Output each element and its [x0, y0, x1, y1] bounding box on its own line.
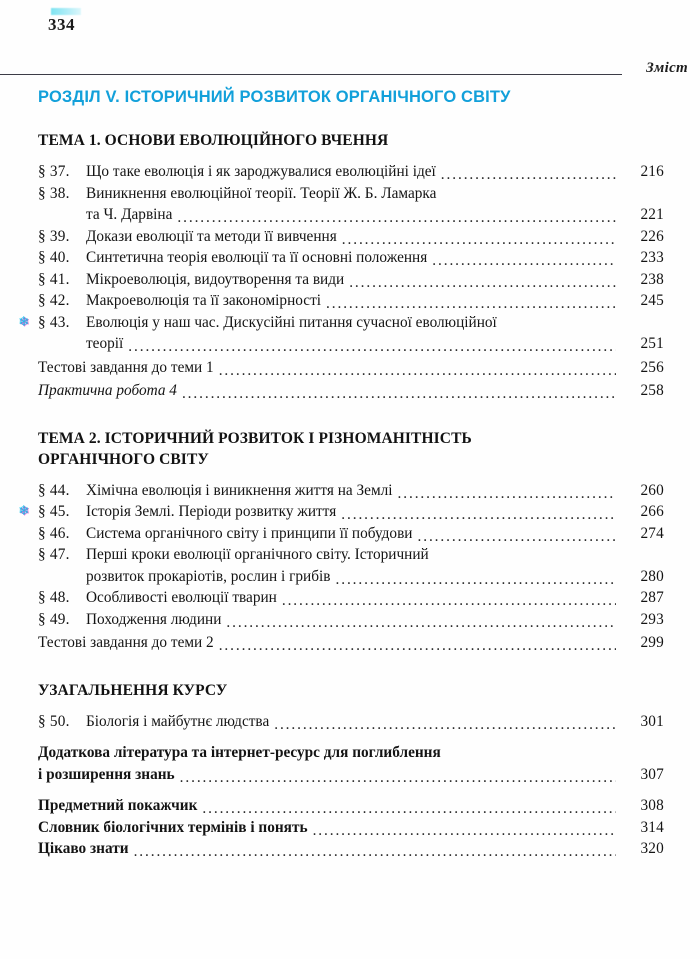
entry-label: Тестові завдання до теми 1: [38, 358, 214, 376]
entry-label-cont: розвиток прокаріотів, рослин і грибів: [86, 567, 331, 585]
folio-block: [48, 8, 168, 35]
dot-leader: [336, 573, 617, 587]
entry-number: § 46.: [38, 524, 70, 542]
entry-label: Цікаво знати: [38, 840, 129, 857]
dot-leader: [282, 595, 616, 609]
spacer: [38, 785, 664, 795]
entry-page: 245: [640, 292, 664, 309]
dot-leader: [432, 255, 616, 269]
entry-page: 280: [640, 567, 664, 585]
entry-page: 301: [640, 712, 664, 730]
dot-leader: [219, 364, 616, 378]
toc-entry[interactable]: [38, 632, 664, 654]
toc-entry[interactable]: [38, 523, 664, 545]
entry-page: 320: [640, 840, 664, 857]
entry-label: Особливості еволюції тварин: [86, 589, 277, 606]
spacer: [38, 732, 664, 742]
entry-label: Практична робота 4: [38, 382, 177, 399]
entry-number: § 50.: [38, 712, 70, 730]
running-head: Зміст: [646, 60, 688, 76]
dot-leader: [182, 388, 616, 402]
part-title: РОЗДІЛ V. ІСТОРИЧНИЙ РОЗВИТОК ОРГАНІЧНОГО СВІТУ: [38, 88, 511, 106]
dot-leader: [202, 803, 616, 817]
back-matter-entry[interactable]: [38, 817, 664, 839]
toc-entry[interactable]: [38, 247, 664, 269]
toc-entry[interactable]: [18, 501, 664, 523]
entry-page: 299: [640, 634, 664, 651]
entry-number: § 47.: [38, 546, 70, 563]
highlighter-smudge: [51, 8, 81, 15]
dot-leader: [418, 530, 617, 544]
toc-entry[interactable]: [38, 609, 664, 631]
dot-leader: [313, 824, 616, 838]
dot-leader: [434, 552, 616, 566]
back-matter-entry[interactable]: [38, 795, 664, 817]
toc-entry[interactable]: [38, 357, 664, 379]
toc-entry[interactable]: [38, 269, 664, 291]
dot-leader: [326, 298, 616, 312]
theme-title-1: ТЕМА 1. ОСНОВИ ЕВОЛЮЦІЙНОГО ВЧЕННЯ: [38, 132, 389, 149]
toc-entry-continuation[interactable]: [38, 333, 664, 355]
entry-label: Додаткова література та інтернет-ресурс для поглиблення: [38, 744, 441, 761]
entry-page: 274: [640, 524, 664, 542]
entry-page: 266: [640, 503, 664, 520]
entry-page: 307: [640, 765, 664, 783]
dot-leader: [226, 616, 616, 630]
entry-number: § 43.: [38, 313, 70, 331]
toc-entry[interactable]: [18, 312, 664, 334]
theme-title-2-line1: ТЕМА 2. ІСТОРИЧНИЙ РОЗВИТОК І РІЗНОМАНІТНІСТЬ: [38, 429, 472, 447]
entry-page: 314: [640, 818, 664, 836]
flower-asterisk-icon: ❄: [18, 503, 30, 518]
dot-leader: [341, 509, 616, 523]
entry-page: 221: [640, 206, 664, 223]
entry-label-cont: та Ч. Дарвіна: [86, 206, 173, 223]
dot-leader: [349, 276, 616, 290]
entry-number: § 38.: [38, 184, 70, 202]
entry-number: § 39.: [38, 227, 70, 245]
back-matter-entry[interactable]: [38, 838, 664, 860]
dot-leader: [128, 341, 616, 355]
dot-leader: [274, 718, 616, 732]
toc-content: [18, 86, 664, 860]
entry-page: 233: [640, 249, 664, 266]
dot-leader: [441, 169, 616, 183]
entry-number: § 40.: [38, 249, 70, 266]
toc-entry[interactable]: [38, 290, 664, 312]
entry-number: § 41.: [38, 270, 70, 288]
entry-label-cont: і розширення знань: [38, 765, 175, 783]
entry-number: § 42.: [38, 292, 70, 309]
entry-page: 308: [640, 797, 664, 814]
entry-page: 216: [640, 163, 664, 180]
entry-number: § 48.: [38, 589, 70, 606]
toc-entry-continuation[interactable]: [38, 204, 664, 226]
entry-label: Предметний покажчик: [38, 797, 198, 814]
toc-entry[interactable]: [38, 380, 664, 402]
dot-leader: [177, 212, 616, 226]
toc-entry[interactable]: [38, 480, 664, 502]
header-rule: [0, 74, 622, 75]
dot-leader: [446, 750, 616, 764]
entry-label: Походження людини: [86, 610, 222, 628]
theme-title-2-line2: ОРГАНІЧНОГО СВІТУ: [38, 450, 209, 468]
toc-entry[interactable]: [38, 161, 664, 183]
entry-page: 238: [640, 270, 664, 288]
entry-number: § 44.: [38, 481, 70, 499]
dot-leader: [180, 771, 616, 785]
entry-number: § 37.: [38, 163, 70, 180]
toc-entry[interactable]: [38, 183, 664, 205]
toc-entry[interactable]: [38, 587, 664, 609]
entry-number: § 45.: [38, 503, 70, 520]
dot-leader: [398, 487, 616, 501]
entry-number: § 49.: [38, 610, 70, 628]
entry-label: Синтетична теорія еволюції та її основні положення: [86, 249, 428, 266]
dot-leader: [219, 640, 616, 654]
entry-label: Виникнення еволюційної теорії. Теорії Ж. Б. Ламарка: [86, 184, 437, 202]
entry-label: Біологія і майбутнє людства: [86, 712, 270, 730]
entry-label: Історія Землі. Періоди розвитку життя: [86, 503, 337, 520]
entry-label: Еволюція у наш час. Дискусійні питання сучасної еволюційної: [86, 313, 497, 331]
entry-page: 293: [640, 610, 664, 628]
entry-page: 226: [640, 227, 664, 245]
theme-title-2: [38, 428, 664, 470]
entry-label: Перші кроки еволюції органічного світу. Історичний: [86, 546, 429, 563]
entry-label: Хімічна еволюція і виникнення життя на Землі: [86, 481, 393, 499]
dot-leader: [441, 190, 616, 204]
entry-label: Система органічного світу і принципи її побудови: [86, 524, 413, 542]
entry-page: 256: [640, 358, 664, 376]
toc-entry[interactable]: [38, 711, 664, 733]
entry-label: Тестові завдання до теми 2: [38, 634, 214, 651]
entry-label: Докази еволюції та методи її вивчення: [86, 227, 337, 245]
entry-page: 251: [640, 335, 664, 352]
entry-label: Що таке еволюція і як зароджувалися еволюційні ідеї: [86, 163, 436, 180]
toc-entry[interactable]: [38, 544, 664, 566]
back-matter-entry-continuation[interactable]: [38, 764, 664, 786]
entry-page: 260: [640, 481, 664, 499]
entry-label: Макроеволюція та її закономірності: [86, 292, 322, 309]
entry-label-cont: теорії: [86, 335, 124, 352]
page-number: 334: [48, 15, 75, 34]
theme-title-3: УЗАГАЛЬНЕННЯ КУРСУ: [38, 681, 228, 699]
flower-asterisk-icon: ❄: [18, 313, 30, 329]
toc-entry[interactable]: [38, 226, 664, 248]
dot-leader: [134, 846, 616, 860]
dot-leader: [502, 319, 616, 333]
entry-label: Словник біологічних термінів і понять: [38, 818, 308, 836]
entry-page: 287: [640, 589, 664, 606]
entry-label: Мікроеволюція, видоутворення та види: [86, 270, 345, 288]
back-matter-entry[interactable]: [38, 742, 664, 764]
entry-page: 258: [640, 382, 664, 399]
toc-entry-continuation[interactable]: [38, 566, 664, 588]
dot-leader: [342, 233, 616, 247]
